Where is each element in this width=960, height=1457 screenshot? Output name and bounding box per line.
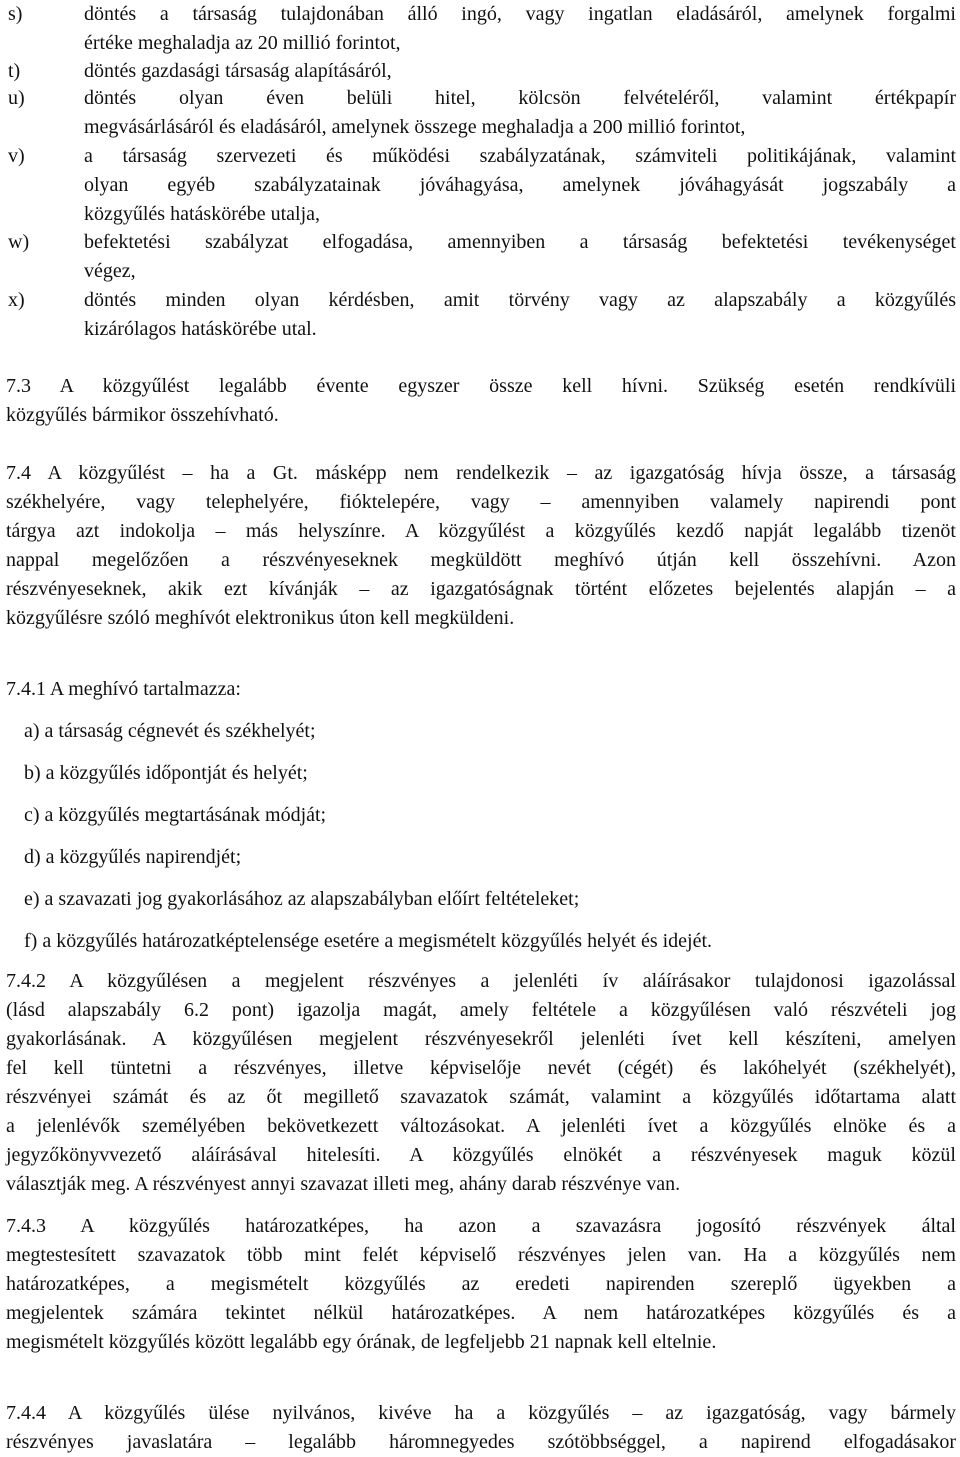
text-line: végez, [84, 260, 136, 282]
paragraph-7-4 [6, 459, 956, 633]
text-line: gyakorlásának. A közgyűlésen megjelent részvényesekről jelenléti ívet kell készíteni, amelyen [6, 1028, 956, 1050]
text-line: döntés a társaság tulajdonában álló ingó, vagy ingatlan eladásáról, amelynek forgalmi [84, 3, 956, 25]
text-line: részvényei számát és az őt megillető szavazatok számát, valamint a közgyűlés időtartama alatt [6, 1086, 956, 1108]
list-label: v) [8, 145, 25, 167]
section-heading-7-4-1: 7.4.1 A meghívó tartalmazza: [6, 678, 241, 700]
text-line: választják meg. A részvényest annyi szavazat illeti meg, ahány darab részvénye van. [6, 1173, 681, 1195]
list-label: w) [8, 231, 30, 253]
invitation-item-a: a) a társaság cégnevét és székhelyét; [24, 720, 316, 742]
text-line: közgyűlés bármikor összehívható. [6, 404, 279, 426]
text-line: jegyzőkönyvvezető aláírásával hitelesíti. A közgyűlés elnökét a részvényesek maguk közül [6, 1144, 956, 1166]
paragraph-7-4-2 [6, 967, 956, 1199]
invitation-item-e: e) a szavazati jog gyakorlásához az alapszabályban előírt feltételeket; [24, 888, 580, 910]
text-line: megismételt közgyűlés között legalább egy órának, de legfeljebb 21 napnak kell eltelnie. [6, 1331, 717, 1353]
text-line: 7.3 A közgyűlést legalább évente egyszer össze kell hívni. Szükség esetén rendkívüli [6, 375, 956, 397]
text-line: fel kell tüntetni a részvényes, illetve képviselője nevét (cégét) és lakóhelyét (székhelyét), [6, 1057, 956, 1079]
text-line: (lásd alapszabály 6.2 pont) igazolja magát, amely feltétele a közgyűlésen való részvételi jog [6, 999, 956, 1021]
text-line: határozatképes, a megismételt közgyűlés az eredeti napirenden szereplő ügyekben a [6, 1273, 956, 1295]
paragraph-7-4-3 [6, 1212, 956, 1357]
paragraph-7-3 [6, 372, 956, 430]
text-line: a jelenlévők személyében bekövetkezett változásokat. A jelenléti ívet a közgyűlés elnöke és a [6, 1115, 956, 1137]
text-line: a társaság szervezeti és működési szabályzatának, számviteli politikájának, valamint [84, 145, 956, 167]
text-line: megjelentek számára tekintet nélkül határozatképes. A nem határozatképes közgyűlés és a [6, 1302, 956, 1324]
invitation-item-f: f) a közgyűlés határozatképtelensége esetére a megismételt közgyűlés helyét és idejét. [24, 930, 713, 952]
text-line: döntés minden olyan kérdésben, amit törvény vagy az alapszabály a közgyűlés [84, 289, 956, 311]
text-line: döntés olyan éven belüli hitel, kölcsön felvételéről, valamint értékpapír [84, 87, 956, 109]
text-line: 7.4 A közgyűlést – ha a Gt. másképp nem rendelkezik – az igazgatóság hívja össze, a társaság [6, 462, 956, 484]
text-line: olyan egyéb szabályzatainak jóváhagyása, amelynek jóváhagyását jogszabály a [84, 174, 956, 196]
text-line: 7.4.3 A közgyűlés határozatképes, ha azon a szavazásra jogosító részvények által [6, 1215, 956, 1237]
text-line: közgyűlésre szóló meghívót elektronikus úton kell megküldeni. [6, 607, 515, 629]
invitation-item-d: d) a közgyűlés napirendjét; [24, 846, 242, 868]
list-label: u) [8, 87, 25, 109]
text-line: megtestesített szavazatok több mint felét képviselő részvényes jelen van. Ha a közgyűlés nem [6, 1244, 956, 1266]
text-line: kizárólagos hatáskörébe utal. [84, 318, 317, 340]
text-line: részvényeseknek, akik ezt kívánják – az igazgatóságnak történt előzetes bejelentés alapján – a [6, 578, 956, 600]
list-label: s) [8, 3, 23, 25]
text-line: tárgya azt indokolja – más helyszínre. A közgyűlést a közgyűlés kezdő napját legalább tizenöt [6, 520, 956, 542]
text-line: 7.4.2 A közgyűlésen a megjelent részvényes a jelenléti ív aláírásakor tulajdonosi igazolással [6, 970, 956, 992]
text-line: befektetési szabályzat elfogadása, amennyiben a társaság befektetési tevékenységet [84, 231, 956, 253]
text-line: értéke meghaladja az 20 millió forintot, [84, 32, 401, 54]
list-label: x) [8, 289, 25, 311]
text-line: közgyűlés hatáskörébe utalja, [84, 203, 321, 225]
text-line: döntés gazdasági társaság alapításáról, [84, 60, 392, 82]
text-line: részvényes javaslatára – legalább háromnegyedes szótöbbséggel, a napirend elfogadásakor [6, 1431, 956, 1453]
paragraph-7-4-4 [6, 1399, 956, 1457]
text-line: székhelyére, vagy telephelyére, fióktelepére, vagy – amennyiben valamely napirendi pont [6, 491, 956, 513]
text-line: 7.4.4 A közgyűlés ülése nyilvános, kivéve ha a közgyűlés – az igazgatóság, vagy bármely [6, 1402, 956, 1424]
invitation-item-c: c) a közgyűlés megtartásának módját; [24, 804, 327, 826]
invitation-item-b: b) a közgyűlés időpontját és helyét; [24, 762, 308, 784]
list-label: t) [8, 60, 21, 82]
text-line: nappal megelőzően a részvényeseknek megküldött meghívó útján kell összehívni. Azon [6, 549, 956, 571]
text-line: megvásárlásáról és eladásáról, amelynek összege meghaladja a 200 millió forintot, [84, 116, 746, 138]
